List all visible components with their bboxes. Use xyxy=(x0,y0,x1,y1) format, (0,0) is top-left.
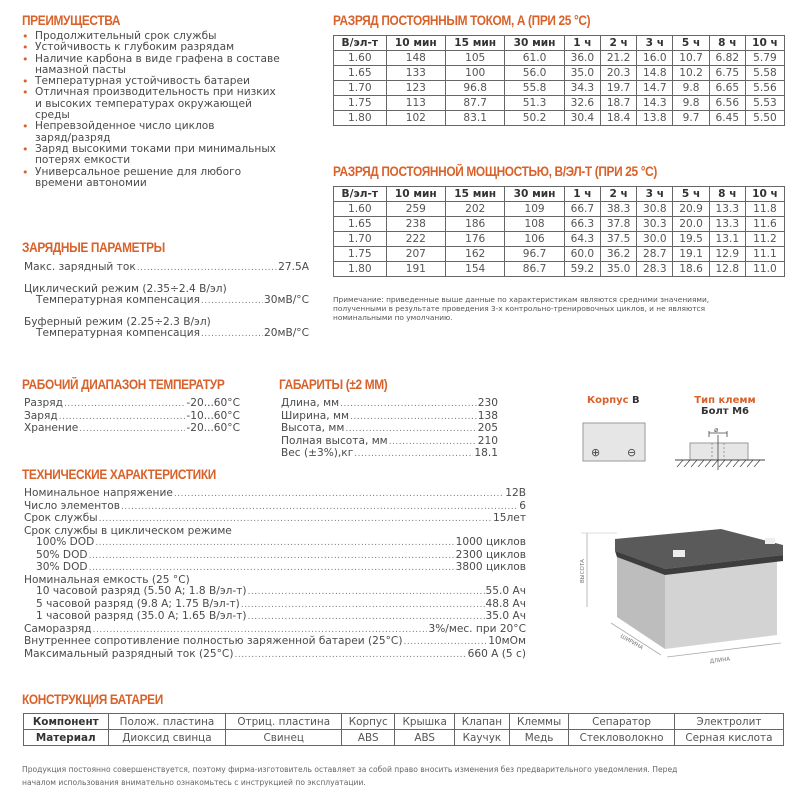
table-cell: 13.3 xyxy=(709,202,745,217)
table-cell: 154 xyxy=(446,262,505,277)
table-row xyxy=(334,51,785,66)
column-header: 10 мин xyxy=(386,36,445,51)
table-cell: 14.8 xyxy=(637,66,673,81)
spec-row xyxy=(24,586,526,599)
table-cell: Диоксид свинца xyxy=(108,730,226,746)
bullet-icon: • xyxy=(22,52,29,66)
table-cell: 30.4 xyxy=(564,111,600,126)
bullet-icon: • xyxy=(22,142,29,156)
table-cell: Клеммы xyxy=(509,714,568,730)
note-line: номинальными по умолчанию. xyxy=(333,313,453,322)
advantage-text: Устойчивость к глубоким разрядам xyxy=(35,41,235,54)
table-cell: 19.5 xyxy=(673,232,709,247)
plus-terminal-icon: ⊕ xyxy=(591,446,601,459)
bullet-icon: • xyxy=(22,86,29,100)
advantage-text: намазной пасты xyxy=(35,63,126,76)
table-row xyxy=(334,232,785,247)
table-cell: 38.3 xyxy=(601,202,637,217)
bullet-icon: • xyxy=(22,165,29,179)
spec-label: Число элементов xyxy=(24,499,121,512)
table-cell: 12.9 xyxy=(709,247,745,262)
table-cell: 148 xyxy=(386,51,445,66)
spec-label: Высота, мм xyxy=(281,422,345,434)
footer-line: началом использования внимательно ознакомьтесь с инструкцией по эксплуатации. xyxy=(22,777,366,787)
column-header: 15 мин xyxy=(446,187,505,202)
table-cell: 86.7 xyxy=(505,262,564,277)
table-cell: 35.0 xyxy=(564,66,600,81)
spec-value: 12В xyxy=(505,487,526,499)
case-top-icon xyxy=(580,420,650,465)
spec-value: 3%/мес. при 20°С xyxy=(428,622,526,635)
table-cell: 28.7 xyxy=(637,247,673,262)
spec-label: Вес (±3%),кг xyxy=(281,447,354,459)
bullet-icon: • xyxy=(22,41,29,55)
case-label-text: Корпус xyxy=(587,395,629,406)
construction-table xyxy=(23,713,784,746)
table-note xyxy=(333,295,793,322)
table-cell: 59.2 xyxy=(564,262,600,277)
spec-label: Заряд xyxy=(24,409,58,422)
column-header: 5 ч xyxy=(673,187,709,202)
table-cell: 50.2 xyxy=(505,111,564,126)
table-cell: 1.65 xyxy=(334,217,387,232)
advantage-text: Продолжительный срок службы xyxy=(35,30,217,42)
cells-row xyxy=(24,501,526,514)
table-cell: ABS xyxy=(342,730,395,746)
table-cell: 83.1 xyxy=(446,111,505,126)
table-cell: 28.3 xyxy=(637,262,673,277)
spec-value: 35.0 Ач xyxy=(485,610,526,623)
spec-label: Хранение xyxy=(24,422,79,434)
cyclic-comp-label: Температурная компенсация xyxy=(36,294,200,307)
spec-value: 230 xyxy=(477,397,498,409)
spec-label: Саморазряд xyxy=(24,622,92,635)
table-cell: 1.70 xyxy=(334,232,387,247)
spec-value: 3800 циклов xyxy=(455,561,526,574)
table-cell: Клапан xyxy=(454,714,509,730)
table-cell: 123 xyxy=(386,81,445,96)
table-cell: 108 xyxy=(505,217,564,232)
table-cell: 1.65 xyxy=(334,66,387,81)
spec-value: 15лет xyxy=(493,512,526,524)
case-type-value: B xyxy=(632,395,640,406)
table-cell: Полож. пластина xyxy=(108,714,226,730)
table-cell: 1.60 xyxy=(334,51,387,66)
table-cell: 21.2 xyxy=(601,51,637,66)
table-cell: 35.0 xyxy=(601,262,637,277)
column-header: 8 ч xyxy=(709,36,745,51)
spec-label: 30% DOD xyxy=(36,561,88,574)
table-cell: 14.3 xyxy=(637,96,673,111)
footer-disclaimer xyxy=(22,764,792,789)
table-cell: 20.9 xyxy=(673,202,709,217)
table-cell: 37.5 xyxy=(601,232,637,247)
table-cell: 11.1 xyxy=(745,247,784,262)
temp-range-list xyxy=(24,398,240,436)
max-charge-current-row xyxy=(24,262,309,275)
table-cell: 13.8 xyxy=(637,111,673,126)
table-cell: 10.2 xyxy=(673,66,709,81)
buffer-comp-row xyxy=(24,328,309,341)
advantage-item xyxy=(20,87,320,121)
charge-params xyxy=(24,262,309,341)
table-cell: 60.0 xyxy=(564,247,600,262)
table-cell: Крышка xyxy=(395,714,455,730)
spec-row xyxy=(281,448,498,461)
table-cell: 10.7 xyxy=(673,51,709,66)
spec-label: Длина, мм xyxy=(281,397,340,409)
battery-illustration xyxy=(555,525,790,665)
advantage-item xyxy=(20,54,320,77)
spec-value: 48.8 Ач xyxy=(485,597,526,610)
spec-value: 55.0 Ач xyxy=(485,585,526,598)
advantage-text: Температурная устойчивость батареи xyxy=(35,75,250,88)
table-cell: 14.7 xyxy=(637,81,673,96)
minus-terminal-icon: ⊖ xyxy=(627,446,637,459)
advantage-item xyxy=(20,144,320,167)
table-cell: 6.45 xyxy=(709,111,745,126)
note-line: Примечание: приведенные выше данные по характеристикам являются средними значениями, xyxy=(333,295,710,304)
table-cell: 30.0 xyxy=(637,232,673,247)
spec-label: Разряд xyxy=(24,397,63,409)
table-cell: 18.6 xyxy=(673,262,709,277)
nominal-voltage-row xyxy=(24,488,526,501)
table-cell: 106 xyxy=(505,232,564,247)
table-cell: 186 xyxy=(446,217,505,232)
column-header: 2 ч xyxy=(601,187,637,202)
cyclic-life-list xyxy=(24,537,526,575)
table-cell: 102 xyxy=(386,111,445,126)
max-charge-current-label: Макс. зарядный ток xyxy=(24,261,136,273)
column-header: 15 мин xyxy=(446,36,505,51)
spec-row xyxy=(24,398,240,411)
terminal-type xyxy=(690,395,760,417)
table-row xyxy=(334,217,785,232)
table-cell: 1.70 xyxy=(334,81,387,96)
bullet-icon: • xyxy=(22,120,29,134)
table-cell: Корпус xyxy=(342,714,395,730)
length-label: ДЛИНА xyxy=(709,656,731,665)
column-header: В/эл-т xyxy=(334,187,387,202)
spec-row xyxy=(281,423,498,436)
table-row xyxy=(24,714,784,730)
spec-row xyxy=(24,537,526,550)
spec-row xyxy=(24,611,526,624)
max-charge-current-value: 27.5A xyxy=(278,261,309,273)
bolt-terminal-icon xyxy=(675,425,775,475)
table-cell: 32.6 xyxy=(564,96,600,111)
advantage-text: Непревзойденное число циклов xyxy=(35,120,215,133)
column-header: 1 ч xyxy=(564,36,600,51)
advantages-title: ПРЕИМУЩЕСТВА xyxy=(22,13,121,28)
column-header: 5 ч xyxy=(673,36,709,51)
terminal-value: Болт М6 xyxy=(700,406,749,417)
table-cell: 16.0 xyxy=(637,51,673,66)
spec-value: -20...60°С xyxy=(186,397,240,409)
table-cell: 1.75 xyxy=(334,247,387,262)
spec-label: 50% DOD xyxy=(36,548,88,561)
table-cell: 61.0 xyxy=(505,51,564,66)
spec-row xyxy=(24,423,240,436)
table-cell: 5.58 xyxy=(745,66,784,81)
table-cell: 18.4 xyxy=(601,111,637,126)
table-cell: 1.60 xyxy=(334,202,387,217)
table-cell: 96.7 xyxy=(505,247,564,262)
spec-row xyxy=(24,550,526,563)
column-header: 30 мин xyxy=(505,187,564,202)
current-discharge-table xyxy=(333,35,785,126)
advantage-text: потерях емкости xyxy=(35,154,131,167)
table-cell: Свинец xyxy=(226,730,342,746)
table-cell: 5.53 xyxy=(745,96,784,111)
spec-label: 5 часовой разряд (9.8 А; 1.75 В/эл-т) xyxy=(36,597,240,610)
advantage-text: среды xyxy=(35,109,70,122)
table-cell: 66.7 xyxy=(564,202,600,217)
table-cell: 11.8 xyxy=(745,202,784,217)
spec-value: 138 xyxy=(477,409,498,422)
table-cell: Материал xyxy=(24,730,109,746)
table-cell: 105 xyxy=(446,51,505,66)
table-cell: 13.3 xyxy=(709,217,745,232)
table-cell: ABS xyxy=(395,730,455,746)
advantages-list xyxy=(20,31,320,189)
buffer-mode-label: Буферный режим (2.25÷2.3 В/эл) xyxy=(24,315,211,328)
spec-value: 205 xyxy=(477,422,498,434)
case-type-label xyxy=(587,395,640,406)
spec-label: Ширина, мм xyxy=(281,409,349,422)
table-cell: 191 xyxy=(386,262,445,277)
table-cell: 109 xyxy=(505,202,564,217)
spec-label: 10 часовой разряд (5.50 А; 1.8 В/эл-т) xyxy=(36,585,247,598)
table-cell: 5.56 xyxy=(745,81,784,96)
max-discharge-row xyxy=(24,649,526,662)
table-cell: 11.2 xyxy=(745,232,784,247)
current-table-title: РАЗРЯД ПОСТОЯННЫМ ТОКОМ, А (ПРИ 25 °С) xyxy=(333,13,591,28)
column-header: В/эл-т xyxy=(334,36,387,51)
table-cell: 1.80 xyxy=(334,262,387,277)
table-cell: 30.8 xyxy=(637,202,673,217)
spec-value: 660 А (5 с) xyxy=(467,647,526,660)
table-cell: 30.3 xyxy=(637,217,673,232)
footer-line: Продукция постоянно совершенствуется, поэтому фирма-изготовитель оставляет за собой право вносить изменения без предварительного уведомления. Перед xyxy=(22,765,678,774)
advantage-text: Универсальное решение для любого xyxy=(35,165,242,178)
terminal-label: Тип клемм xyxy=(694,395,756,406)
capacity-list xyxy=(24,586,526,624)
table-cell: 133 xyxy=(386,66,445,81)
table-cell: 6.75 xyxy=(709,66,745,81)
table-cell: 238 xyxy=(386,217,445,232)
table-cell: 1.75 xyxy=(334,96,387,111)
advantage-text: заряд/разряд xyxy=(35,131,111,144)
table-cell: 96.8 xyxy=(446,81,505,96)
capacity-label: Номинальная емкость (25 °С) xyxy=(24,573,190,586)
width-label: ШИРИНА xyxy=(619,633,644,652)
table-row xyxy=(334,111,785,126)
table-header-row xyxy=(334,187,785,202)
column-header: 2 ч xyxy=(601,36,637,51)
table-cell: Отриц. пластина xyxy=(226,714,342,730)
column-header: 10 ч xyxy=(745,36,784,51)
table-cell: 207 xyxy=(386,247,445,262)
cyclic-mode-label: Циклический режим (2.35÷2.4 В/эл) xyxy=(24,282,227,295)
advantage-text: и высоких температурах окружающей xyxy=(35,97,252,110)
cyclic-comp-row xyxy=(24,295,309,308)
table-cell: 6.82 xyxy=(709,51,745,66)
table-cell: 9.8 xyxy=(673,96,709,111)
advantage-text: Наличие карбона в виде графена в составе xyxy=(35,52,280,65)
table-cell: 19.7 xyxy=(601,81,637,96)
table-cell: 51.3 xyxy=(505,96,564,111)
column-header: 1 ч xyxy=(564,187,600,202)
spec-value: 210 xyxy=(477,434,498,447)
table-cell: 12.8 xyxy=(709,262,745,277)
spec-label: 1 часовой разряд (35.0 А; 1.65 В/эл-т) xyxy=(36,610,247,623)
column-header: 3 ч xyxy=(637,187,673,202)
advantage-text: времени автономии xyxy=(35,176,147,189)
table-cell: 5.50 xyxy=(745,111,784,126)
power-table-title: РАЗРЯД ПОСТОЯННОЙ МОЩНОСТЬЮ, В/ЭЛ-Т (ПРИ 25 °С) xyxy=(333,164,657,179)
table-cell: 19.1 xyxy=(673,247,709,262)
table-cell: 20.0 xyxy=(673,217,709,232)
advantage-item xyxy=(20,121,320,144)
table-cell: Медь xyxy=(509,730,568,746)
table-cell: Каучук xyxy=(454,730,509,746)
table-row xyxy=(334,202,785,217)
table-cell: 36.0 xyxy=(564,51,600,66)
table-cell: 176 xyxy=(446,232,505,247)
table-cell: 11.6 xyxy=(745,217,784,232)
cyclic-life-label: Срок службы в циклическом режиме xyxy=(24,524,232,537)
spec-value: 1000 циклов xyxy=(455,536,526,549)
buffer-comp-label: Температурная компенсация xyxy=(36,327,200,340)
spec-value: -10...60°С xyxy=(186,409,240,422)
buffer-comp-value: 20мВ/°С xyxy=(263,327,309,340)
table-cell: 66.3 xyxy=(564,217,600,232)
temp-range-title: РАБОЧИЙ ДИАПАЗОН ТЕМПЕРАТУР xyxy=(22,377,225,392)
height-label: ВЫСОТА xyxy=(580,559,586,583)
table-cell: Электролит xyxy=(674,714,783,730)
table-cell: 259 xyxy=(386,202,445,217)
table-cell: 162 xyxy=(446,247,505,262)
table-cell: 56.0 xyxy=(505,66,564,81)
table-cell: Компонент xyxy=(24,714,109,730)
charge-params-title: ЗАРЯДНЫЕ ПАРАМЕТРЫ xyxy=(22,240,165,255)
internal-resistance-row xyxy=(24,636,526,649)
advantage-item xyxy=(20,42,320,53)
table-cell: 113 xyxy=(386,96,445,111)
table-cell: 11.0 xyxy=(745,262,784,277)
table-cell: 100 xyxy=(446,66,505,81)
table-cell: 9.7 xyxy=(673,111,709,126)
spec-label: Номинальное напряжение xyxy=(24,487,173,499)
spec-label: 100% DOD xyxy=(36,536,95,549)
table-row xyxy=(334,81,785,96)
column-header: 10 мин xyxy=(386,187,445,202)
table-cell: 13.1 xyxy=(709,232,745,247)
spec-value: 6 xyxy=(519,499,526,512)
table-cell: 20.3 xyxy=(601,66,637,81)
table-cell: 87.7 xyxy=(446,96,505,111)
bullet-icon: • xyxy=(22,75,29,89)
table-row xyxy=(334,262,785,277)
table-cell: 64.3 xyxy=(564,232,600,247)
table-cell: 1.80 xyxy=(334,111,387,126)
dimensions-list xyxy=(281,398,498,461)
table-cell: 6.56 xyxy=(709,96,745,111)
spec-value: 18.1 xyxy=(474,447,498,459)
table-row xyxy=(334,96,785,111)
column-header: 10 ч xyxy=(745,187,784,202)
note-line: полученными в результате проведения 3-х контрольно-тренировочных циклов, и не являются xyxy=(333,304,706,313)
column-header: 30 мин xyxy=(505,36,564,51)
table-cell: Серная кислота xyxy=(674,730,783,746)
column-header: 3 ч xyxy=(637,36,673,51)
spec-label: Максимальный разрядный ток (25°С) xyxy=(24,647,234,660)
service-life-row xyxy=(24,513,526,526)
spec-row xyxy=(24,562,526,575)
table-header-row xyxy=(334,36,785,51)
spec-label: Внутреннее сопротивление полностью заряженной батареи (25°С) xyxy=(24,635,403,648)
table-cell: 18.7 xyxy=(601,96,637,111)
table-row xyxy=(334,247,785,262)
advantage-text: Заряд высокими токами при минимальных xyxy=(35,142,276,155)
advantage-text: Отличная производительность при низких xyxy=(35,86,276,99)
table-cell: 6.65 xyxy=(709,81,745,96)
table-cell: Стекловолокно xyxy=(569,730,674,746)
tech-specs xyxy=(24,488,526,661)
construction-title: КОНСТРУКЦИЯ БАТАРЕИ xyxy=(22,692,163,707)
diameter-symbol: ⌀ xyxy=(714,426,719,434)
table-cell: 202 xyxy=(446,202,505,217)
table-row xyxy=(334,66,785,81)
table-cell: 9.8 xyxy=(673,81,709,96)
power-discharge-table xyxy=(333,186,785,277)
column-header: 8 ч xyxy=(709,187,745,202)
spec-value: 10мОм xyxy=(488,635,526,648)
table-cell: 37.8 xyxy=(601,217,637,232)
spec-value: 2300 циклов xyxy=(455,548,526,561)
table-cell: 34.3 xyxy=(564,81,600,96)
table-row xyxy=(24,730,784,746)
tech-specs-title: ТЕХНИЧЕСКИЕ ХАРАКТЕРИСТИКИ xyxy=(22,467,216,482)
spec-label: Срок службы xyxy=(24,512,98,524)
table-cell: 5.79 xyxy=(745,51,784,66)
table-cell: Сепаратор xyxy=(569,714,674,730)
table-cell: 222 xyxy=(386,232,445,247)
dimensions-title: ГАБАРИТЫ (±2 ММ) xyxy=(279,377,388,392)
bullet-icon: • xyxy=(22,30,29,43)
spec-value: -20...60°С xyxy=(186,422,240,434)
spec-label: Полная высота, мм xyxy=(281,434,388,447)
spec-row xyxy=(281,398,498,411)
cyclic-comp-value: 30мВ/°С xyxy=(263,294,309,307)
advantage-item xyxy=(20,167,320,190)
table-cell: 55.8 xyxy=(505,81,564,96)
table-cell: 36.2 xyxy=(601,247,637,262)
